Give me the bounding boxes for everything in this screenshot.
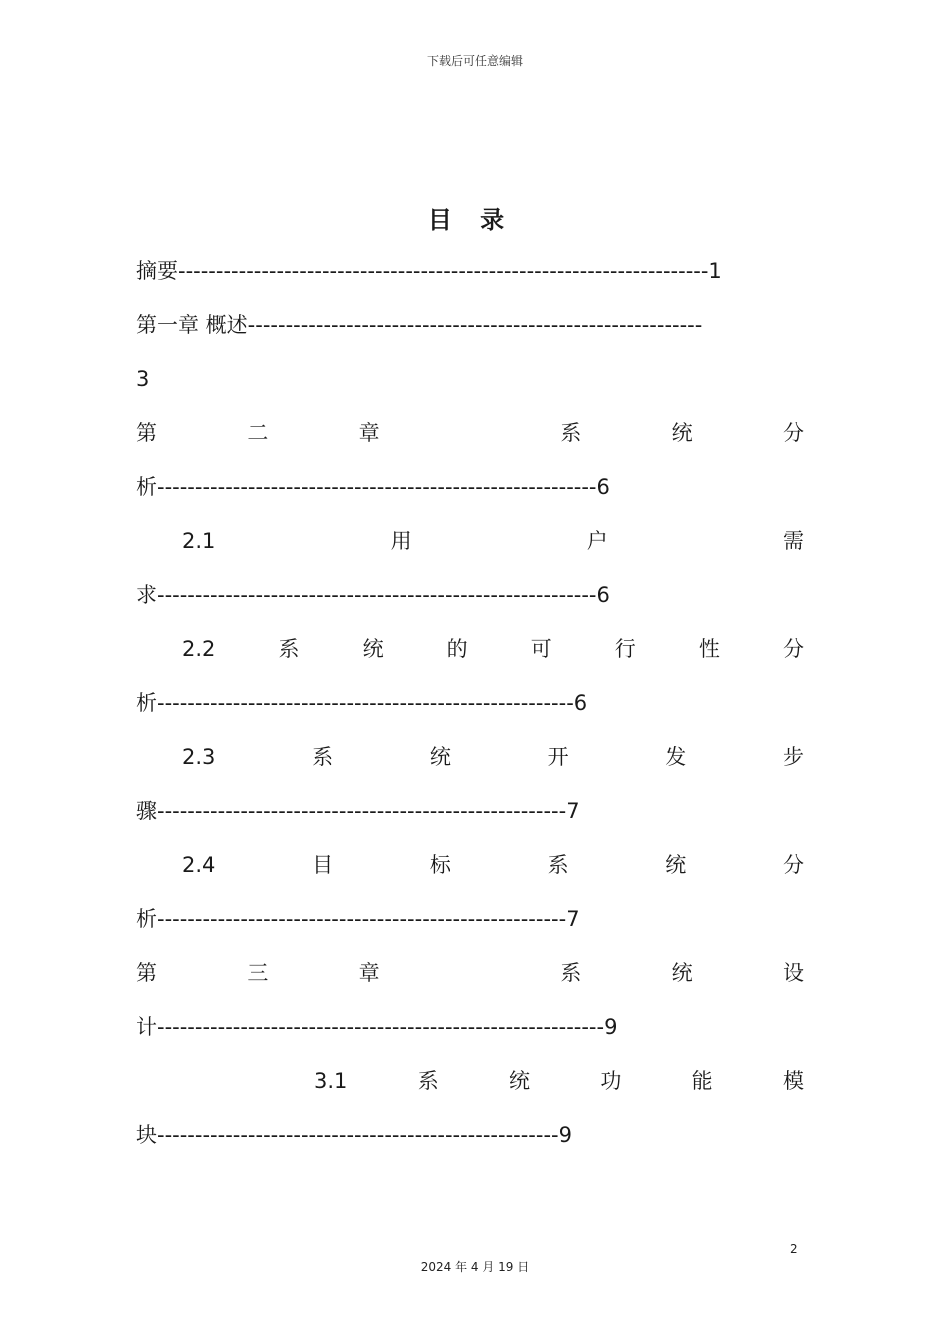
toc-word: 章 [358, 961, 380, 985]
toc-line-chapter3-cont: 计-----------------------------------------------------------9 [136, 1015, 618, 1039]
toc-word: 统 [362, 637, 384, 661]
toc-word: 分 [782, 637, 804, 661]
toc-word: 3.1 [314, 1069, 348, 1093]
toc-title: 目 录 [427, 206, 515, 234]
toc-word: 三 [247, 961, 269, 985]
toc-word: 户 [586, 529, 608, 553]
toc-word: 2.4 [182, 853, 216, 877]
toc-word: 模 [782, 1069, 804, 1093]
toc-line-2-2-cont: 析-------------------------------------------------------6 [136, 691, 588, 715]
toc-word: 第 [136, 961, 157, 985]
toc-line-3-1-cont: 块-----------------------------------------------------9 [136, 1123, 572, 1147]
toc-word: 统 [509, 1069, 531, 1093]
toc-word: 能 [691, 1069, 713, 1093]
toc-line-2-4-cont: 析------------------------------------------------------7 [136, 907, 580, 931]
toc-word: 需 [782, 529, 804, 553]
toc-word: 行 [614, 637, 636, 661]
toc-word: 功 [600, 1069, 622, 1093]
page-header: 下载后可任意编辑 [426, 54, 523, 68]
toc-word: 系 [417, 1069, 439, 1093]
page-number: 2 [790, 1242, 798, 1256]
toc-word: 系 [547, 853, 569, 877]
toc-word: 2.1 [182, 529, 216, 553]
toc-word: 系 [278, 637, 300, 661]
toc-word: 二 [247, 421, 269, 445]
toc-word: 系 [560, 961, 582, 985]
toc-line-abstract: 摘要----------------------------------------------------------------------1 [136, 259, 722, 283]
toc-line-2-4 [136, 848, 804, 882]
toc-line-2-3-cont: 骤------------------------------------------------------7 [136, 799, 580, 823]
toc-word: 标 [429, 853, 451, 877]
toc-word: 分 [783, 853, 804, 877]
toc-word: 目 [312, 853, 334, 877]
toc-word: 系 [312, 745, 334, 769]
toc-line-chapter1: 第一章 概述------------------------------------------------------------ [136, 313, 703, 337]
toc-line-2-2 [136, 632, 804, 666]
toc-line-2-1 [136, 524, 804, 558]
toc-word: 统 [429, 745, 451, 769]
toc-word: 第 [136, 421, 157, 445]
toc-word: 的 [446, 637, 468, 661]
toc-word: 统 [671, 961, 693, 985]
toc-line-chapter1-page: 3 [136, 367, 150, 391]
toc-word: 发 [665, 745, 687, 769]
toc-word: 统 [671, 421, 693, 445]
toc-line-chapter3 [136, 956, 804, 990]
toc-word: 分 [782, 421, 804, 445]
page-footer-date: 2024 年 4 月 19 日 [420, 1260, 530, 1274]
toc-line-2-3 [136, 740, 804, 774]
toc-word: 步 [783, 745, 804, 769]
toc-word: 2.2 [182, 637, 216, 661]
toc-line-chapter2 [136, 416, 804, 450]
toc-word: 性 [698, 637, 720, 661]
toc-line-2-1-cont: 求----------------------------------------------------------6 [136, 583, 610, 607]
toc-line-chapter2-cont: 析----------------------------------------------------------6 [136, 475, 610, 499]
toc-line-3-1 [136, 1064, 804, 1098]
toc-word: 统 [665, 853, 687, 877]
toc-word: 系 [560, 421, 582, 445]
toc-word: 可 [530, 637, 552, 661]
toc-word: 2.3 [182, 745, 216, 769]
toc-word: 用 [390, 529, 412, 553]
toc-word: 开 [547, 745, 569, 769]
toc-word: 设 [782, 961, 804, 985]
toc-word: 章 [358, 421, 380, 445]
